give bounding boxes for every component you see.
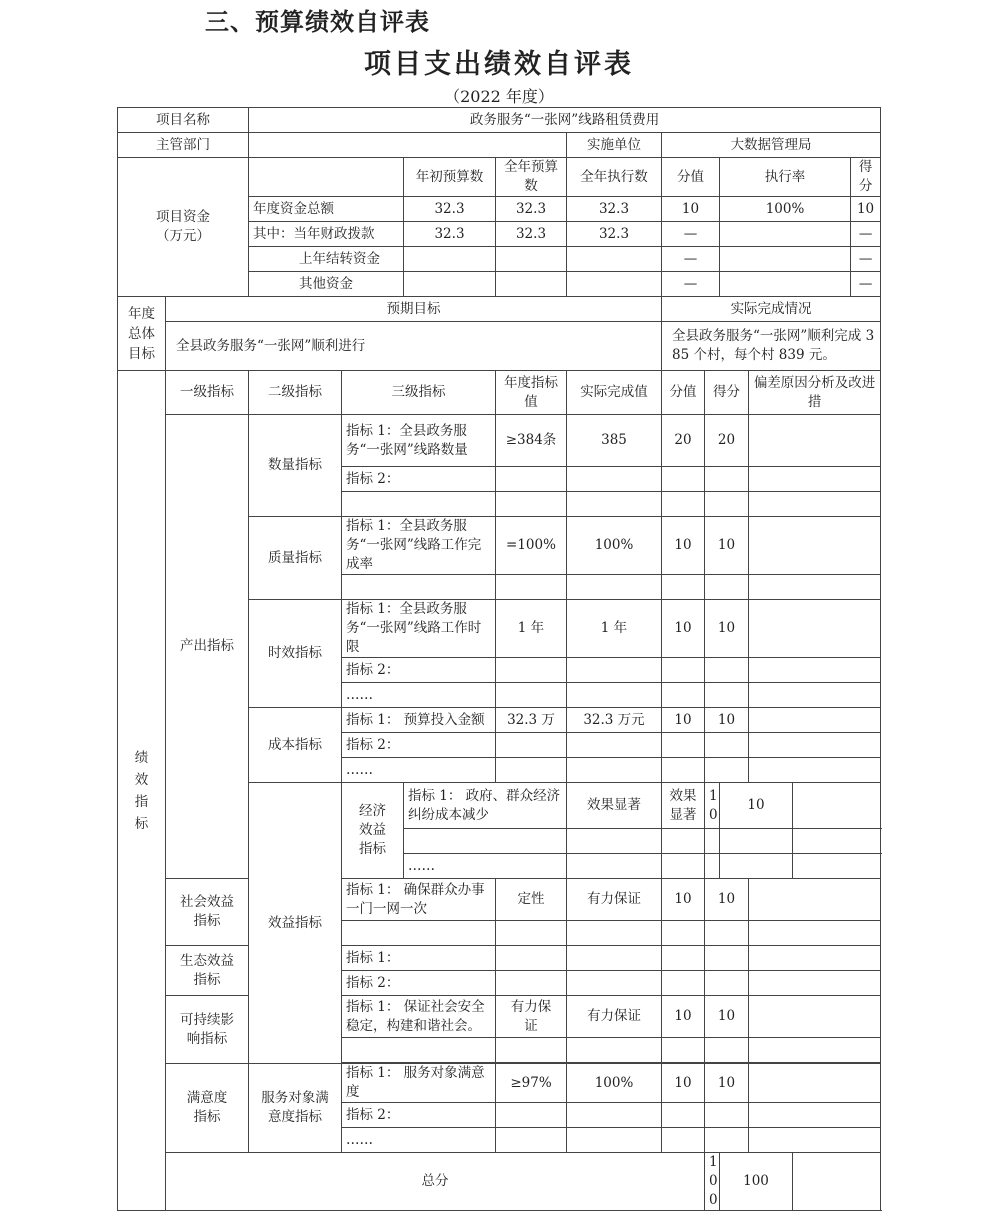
funds-cell: [567, 272, 662, 297]
indicator-name: ……: [342, 1128, 496, 1153]
indicator-remark: [749, 1064, 881, 1103]
funds-cell: [404, 272, 496, 297]
indicator-target: 32.3 万: [496, 708, 567, 733]
indicator-score-max: 10: [662, 996, 705, 1038]
indicator-score: 10: [705, 708, 749, 733]
funds-cell: [720, 222, 851, 247]
funds-cell: 32.3: [404, 197, 496, 222]
funds-cell: [720, 272, 851, 297]
funds-cell: [496, 272, 567, 297]
lvl2-quality: 质量指标: [249, 517, 342, 600]
section-heading: 三、预算绩效自评表: [205, 8, 430, 36]
funds-cell: [404, 247, 496, 272]
indicator-name: 指标 1：全县政务服务“一张网”线路数量: [342, 415, 496, 467]
lvl2-timeliness: 时效指标: [249, 600, 342, 708]
actual-result-header: 实际完成情况: [662, 297, 881, 322]
indicator-remark: [749, 708, 881, 733]
indicator-score: 10: [705, 1064, 749, 1103]
funds-cell: —: [851, 272, 881, 297]
funds-cell: 100%: [720, 197, 851, 222]
indicator-actual: 效果显著: [662, 783, 705, 829]
funds-header: 执行率: [720, 158, 851, 197]
funds-cell: 32.3: [496, 222, 567, 247]
funds-cell: [720, 247, 851, 272]
indicator-remark: [749, 600, 881, 658]
indicator-actual: 100%: [567, 517, 662, 575]
funds-cell: 32.3: [567, 197, 662, 222]
funds-row-label: 其他资金: [249, 272, 404, 297]
expected-goal-text: 全县政务服务“一张网”顺利进行: [166, 322, 662, 371]
funds-cell: 32.3: [404, 222, 496, 247]
lvl1-output: 产出指标: [166, 415, 249, 879]
lvl2-economic: 经济效益指标: [342, 783, 404, 879]
indicator-name: 指标 2：: [342, 971, 496, 996]
funds-cell: [567, 247, 662, 272]
self-evaluation-table: [117, 107, 881, 1211]
indicator-score-max: 10: [662, 1064, 705, 1103]
indicator-name: ……: [404, 854, 567, 879]
indicator-score-max: 10: [662, 517, 705, 575]
total-label: 总分: [166, 1153, 705, 1211]
indicator-score: 10: [705, 996, 749, 1038]
indicator-actual: 1 年: [567, 600, 662, 658]
indicator-score-max: 20: [662, 415, 705, 467]
project-name-label: 项目名称: [118, 108, 249, 133]
annual-goals-label: 年度总体目标: [118, 297, 166, 371]
funds-cell: —: [851, 247, 881, 272]
funds-cell: 32.3: [496, 197, 567, 222]
funds-cell: 10: [851, 197, 881, 222]
dept-value: [249, 133, 567, 158]
indicator-score-max: 10: [662, 600, 705, 658]
actual-result-text: 全县政务服务“一张网”顺利完成 385 个村，每个村 839 元。: [662, 322, 881, 371]
indicator-actual: 385: [567, 415, 662, 467]
total-remark: [793, 1153, 881, 1211]
funds-cell: —: [662, 222, 720, 247]
indicator-name: ……: [342, 758, 496, 783]
funds-header: 全年预算数: [496, 158, 567, 197]
indicator-target: =100%: [496, 517, 567, 575]
lvl2-quantity: 数量指标: [249, 415, 342, 517]
impl-unit-label: 实施单位: [567, 133, 662, 158]
dept-label: 主管部门: [118, 133, 249, 158]
perf-header: 实际完成值: [567, 371, 662, 415]
indicator-name: 指标 1： 保证社会安全稳定，构建和谐社会。: [342, 996, 496, 1038]
indicator-actual: 100%: [567, 1064, 662, 1103]
indicator-name: 指标 1： 确保群众办事一门一网一次: [342, 879, 496, 921]
funds-cell: 10: [662, 197, 720, 222]
indicator-name: 指标 2：: [342, 1103, 496, 1128]
lvl2-ecological: 生态效益指标: [166, 946, 249, 996]
funds-row-label: 年度资金总额: [249, 197, 404, 222]
lvl2-cost: 成本指标: [249, 708, 342, 783]
perf-header: 一级指标: [166, 371, 249, 415]
indicator-name: 指标 2：: [342, 658, 496, 683]
funds-cell: —: [662, 247, 720, 272]
lvl2-sustainable: 可持续影响指标: [166, 996, 249, 1064]
lvl1-satisfaction: 满意度指标: [166, 1064, 249, 1153]
indicator-target: ≥97%: [496, 1064, 567, 1103]
lvl2-social: 社会效益指标: [166, 879, 249, 946]
funds-cell: [496, 247, 567, 272]
indicator-remark: [793, 783, 881, 829]
funds-header: 全年执行数: [567, 158, 662, 197]
perf-header: 得分: [705, 371, 749, 415]
impl-unit-value: 大数据管理局: [662, 133, 881, 158]
indicator-score: 10: [705, 600, 749, 658]
indicator-score-max: 10: [662, 879, 705, 921]
indicator-target: 有力保证: [496, 996, 567, 1038]
indicator-actual: 32.3 万元: [567, 708, 662, 733]
document-title: 项目支出绩效自评表: [364, 49, 634, 80]
indicator-name: 指标 1： 服务对象满意度: [342, 1064, 496, 1103]
indicator-score-max: 10: [662, 708, 705, 733]
perf-header: 二级指标: [249, 371, 342, 415]
indicator-actual: 有力保证: [567, 879, 662, 921]
indicator-target: ≥384条: [496, 415, 567, 467]
indicator-remark: [749, 415, 881, 467]
indicator-name: 指标 1： 政府、群众经济纠纷成本减少: [404, 783, 567, 829]
indicator-name: 指标 1：: [342, 946, 496, 971]
funds-header-blank: [249, 158, 404, 197]
indicator-target: 效果显著: [567, 783, 662, 829]
perf-indicators-label: 绩效指标: [118, 371, 166, 1211]
indicator-name: ……: [342, 683, 496, 708]
funds-cell: 32.3: [567, 222, 662, 247]
indicator-actual: 有力保证: [567, 996, 662, 1038]
indicator-target: 定性: [496, 879, 567, 921]
funds-header: 分值: [662, 158, 720, 197]
total-score-max: 100: [705, 1153, 720, 1211]
indicator-name: 指标 1：全县政务服务“一张网”线路工作时限: [342, 600, 496, 658]
indicator-name: 指标 2：: [342, 733, 496, 758]
funds-cell: —: [851, 222, 881, 247]
indicator-remark: [749, 517, 881, 575]
indicator-remark: [749, 996, 881, 1038]
indicator-name: 指标 1：全县政务服务“一张网”线路工作完成率: [342, 517, 496, 575]
funds-header: 年初预算数: [404, 158, 496, 197]
lvl1-benefit: 效益指标: [249, 783, 342, 1064]
indicator-score: 10: [705, 517, 749, 575]
funds-row-label: 其中：当年财政拨款: [249, 222, 404, 247]
total-score: 100: [720, 1153, 793, 1211]
funds-row-label: 上年结转资金: [249, 247, 404, 272]
lvl2-service-satisfaction: 服务对象满意度指标: [249, 1064, 342, 1153]
document-year: （2022 年度）: [444, 87, 554, 106]
perf-header: 三级指标: [342, 371, 496, 415]
funds-label: 项目资金 （万元）: [118, 158, 249, 297]
indicator-name: 指标 2：: [342, 467, 496, 492]
perf-header: 偏差原因分析及改进措: [749, 371, 881, 415]
indicator-score-max: 10: [705, 783, 720, 829]
perf-header: 分值: [662, 371, 705, 415]
funds-header: 得分: [851, 158, 881, 197]
indicator-target: 1 年: [496, 600, 567, 658]
perf-header: 年度指标值: [496, 371, 567, 415]
indicator-name: 指标 1： 预算投入金额: [342, 708, 496, 733]
project-name-value: 政务服务“一张网”线路租赁费用: [249, 108, 881, 133]
indicator-remark: [749, 879, 881, 921]
expected-goal-header: 预期目标: [166, 297, 662, 322]
indicator-score: 10: [720, 783, 793, 829]
funds-cell: —: [662, 272, 720, 297]
indicator-score: 10: [705, 879, 749, 921]
indicator-score: 20: [705, 415, 749, 467]
